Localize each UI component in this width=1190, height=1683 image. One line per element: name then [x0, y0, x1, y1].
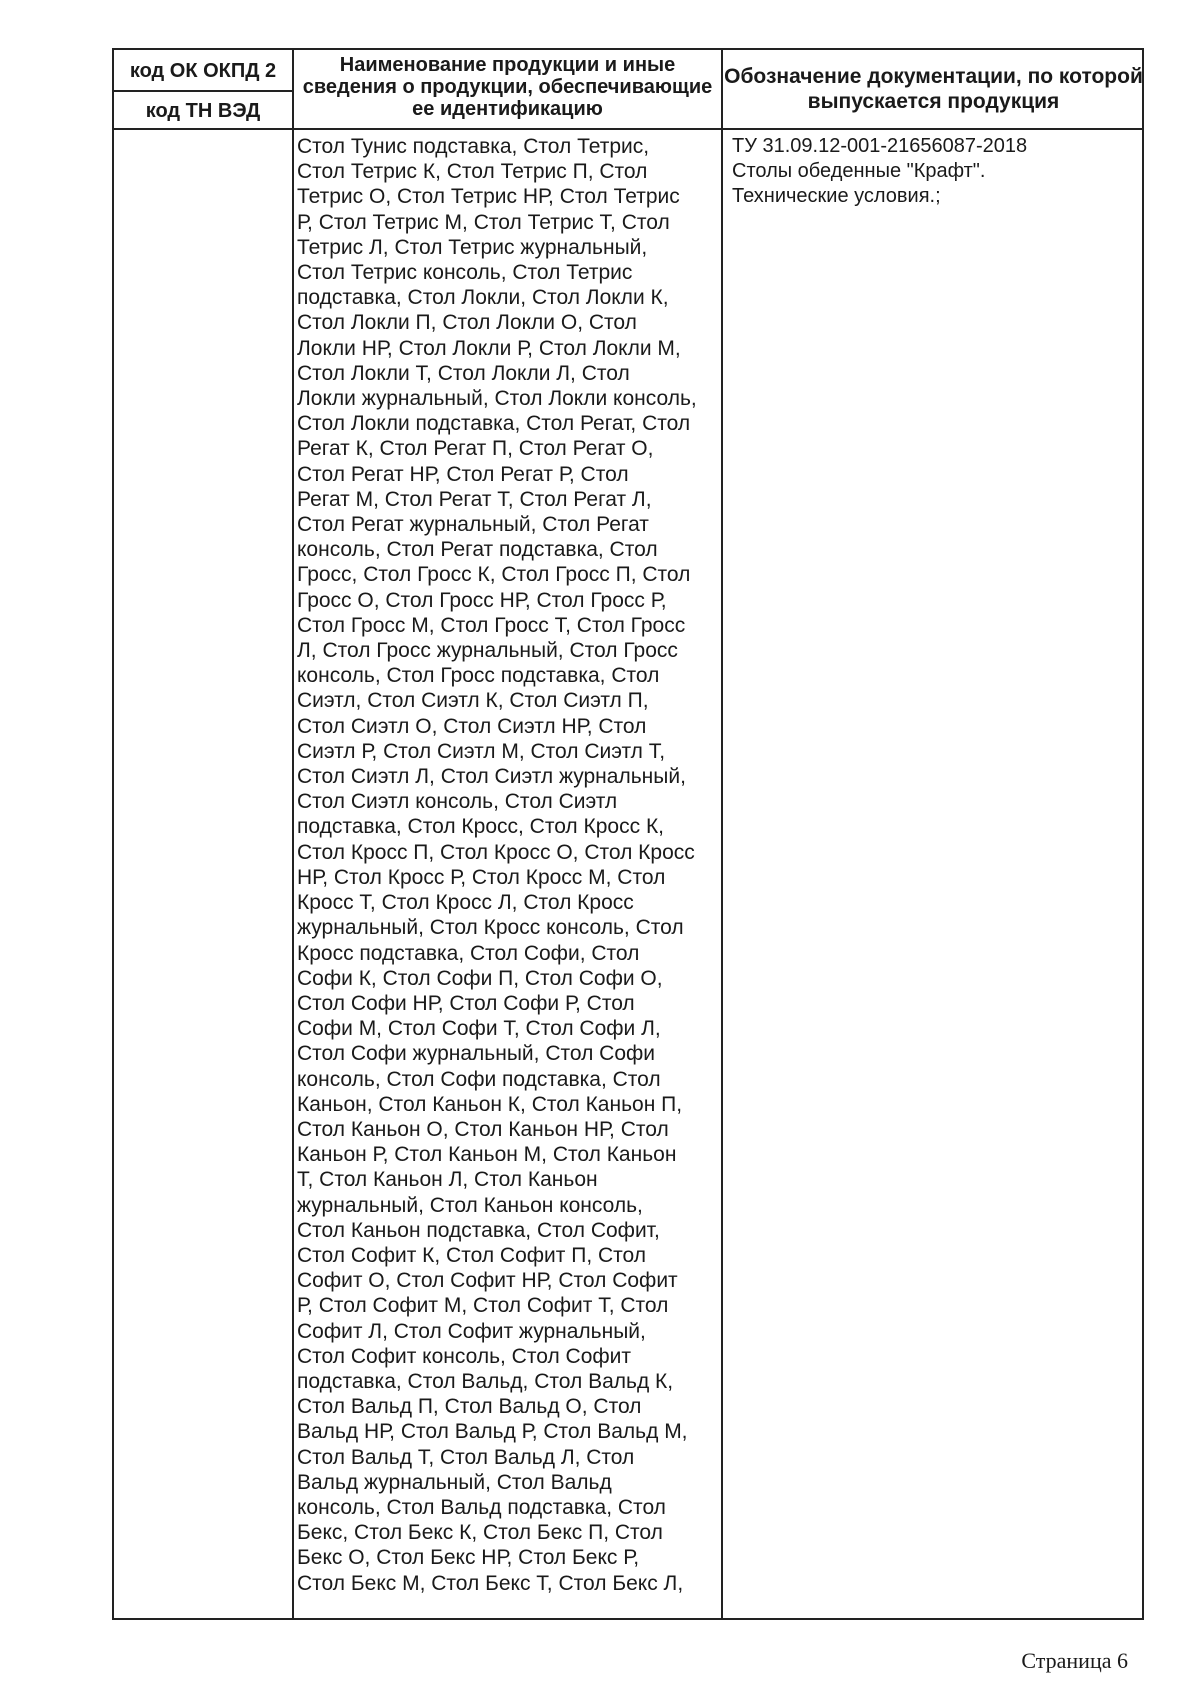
- header-documentation: Обозначение документации, по которой выпускается продукция: [724, 65, 1143, 113]
- header-subdivider: [114, 90, 292, 92]
- page-number: Страница 6: [1021, 1648, 1128, 1673]
- header-product-name: Наименование продукции и иные сведения о продукции, обеспечивающие ее идентификацию: [302, 54, 713, 120]
- header-divider: [114, 128, 1142, 130]
- column-divider: [292, 50, 294, 1618]
- column-divider: [721, 50, 723, 1618]
- header-code-tnved: код ТН ВЭД: [145, 100, 261, 122]
- product-table: [112, 48, 1144, 1620]
- cell-product-name: Стол Тунис подставка, Стол Тетрис, Стол Тетрис К, Стол Тетрис П, Стол Тетрис О, Стол Тетрис НР, Стол Тетрис Р, Стол Тетрис М, Стол Тетрис Т, Стол Тетрис Л, Стол Тетрис журнальный, Стол Тетрис консоль, Стол Тетрис подставка, Стол Локли, Стол Локли К, Стол Локли П, Стол Локли О, Стол Локли НР, Стол Локли Р, Стол Локли М, Стол Локли Т, Стол Локли Л, Стол Локли журнальный, Стол Локли консоль, Стол Локли подставка, Стол Регат, Стол Регат К, Стол Регат П, Стол Регат О, Стол Регат НР, Стол Регат Р, Стол Регат М, Стол Регат Т, Стол Регат Л, Стол Регат журнальный, Стол Регат консоль, Стол Регат подставка, Стол Гросс, Стол Гросс К, Стол Гросс П, Стол Гросс О, Стол Гросс НР, Стол Гросс Р, Стол Гросс М, Стол Гросс Т, Стол Гросс Л, Стол Гросс журнальный, Стол Гросс консоль, Стол Гросс подставка, Стол Сиэтл, Стол Сиэтл К, Стол Сиэтл П, Стол Сиэтл О, Стол Сиэтл НР, Стол Сиэтл Р, Стол Сиэтл М, Стол Сиэтл Т, Стол Сиэтл Л, Стол Сиэтл журнальный, Стол Сиэтл консоль, Стол Сиэтл подставка, Стол Кросс, Стол Кросс К, Стол Кросс П, Стол Кросс О, Стол Кросс НР, Стол Кросс Р, Стол Кросс М, Стол Кросс Т, Стол Кросс Л, Стол Кросс журнальный, Стол Кросс консоль, Стол Кросс подставка, Стол Софи, Стол Софи К, Стол Софи П, Стол Софи О, Стол Софи НР, Стол Софи Р, Стол Софи М, Стол Софи Т, Стол Софи Л, Стол Софи журнальный, Стол Софи консоль, Стол Софи подставка, Стол Каньон, Стол Каньон К, Стол Каньон П, Стол Каньон О, Стол Каньон НР, Стол Каньон Р, Стол Каньон М, Стол Каньон Т, Стол Каньон Л, Стол Каньон журнальный, Стол Каньон консоль, Стол Каньон подставка, Стол Софит, Стол Софит К, Стол Софит П, Стол Софит О, Стол Софит НР, Стол Софит Р, Стол Софит М, Стол Софит Т, Стол Софит Л, Стол Софит журнальный, Стол Софит консоль, Стол Софит подставка, Стол Вальд, Стол Вальд К, Стол Вальд П, Стол Вальд О, Стол Вальд НР, Стол Вальд Р, Стол Вальд М, Стол Вальд Т, Стол Вальд Л, Стол Вальд журнальный, Стол Вальд консоль, Стол Вальд подставка, Стол Бекс, Стол Бекс К, Стол Бекс П, Стол Бекс О, Стол Бекс НР, Стол Бекс Р, Стол Бекс М, Стол Бекс Т, Стол Бекс Л,: [297, 135, 697, 1595]
- cell-documentation: ТУ 31.09.12-001-21656087-2018 Столы обеденные "Крафт". Технические условия.;: [732, 135, 1028, 207]
- header-code-okpd2: код ОК ОКПД 2: [129, 60, 277, 82]
